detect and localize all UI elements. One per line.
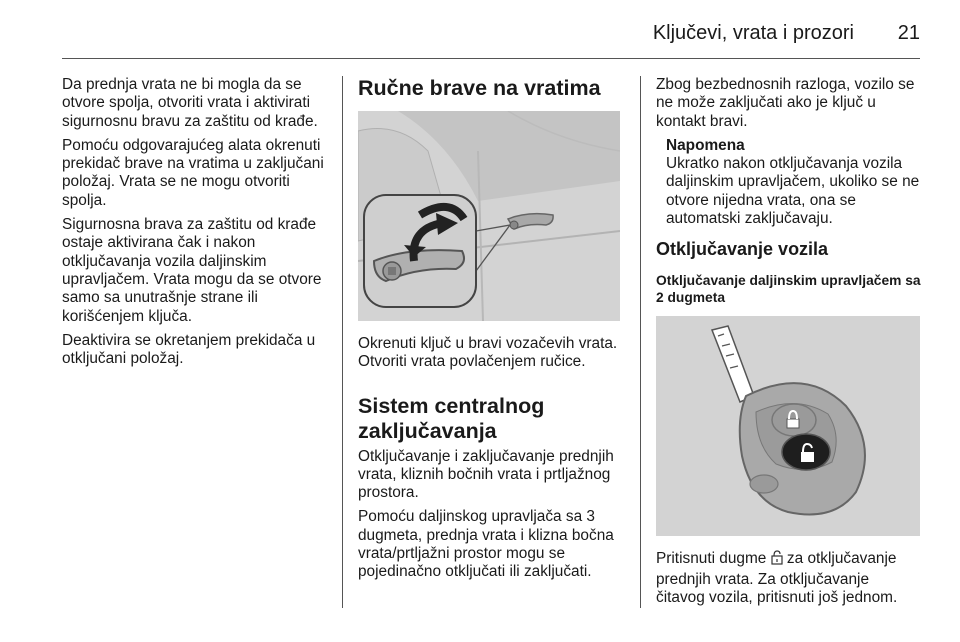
paragraph: Sigurnosna brava za zaštitu od krađe ostaje aktivirana čak i nakon otključavanja vozila daljinskim upravljačem. Vrata mogu da se otvore samo sa unutrašnje strane ili korišćenjem ključa.	[62, 216, 322, 325]
paragraph: Pomoću odgovarajućeg alata okrenuti prekidač brave na vratima u zaključani položaj. Vrata se ne mogu otvoriti spolja.	[62, 136, 324, 209]
note-title: Napomena	[666, 136, 745, 154]
page-header	[62, 20, 920, 50]
paragraph: Da prednja vrata ne bi mogla da se otvore spolja, otvoriti vrata i aktivirati sigurnosnu bravu za zaštitu od krađe.	[62, 76, 318, 130]
column-2	[358, 76, 626, 588]
press-text-after: za otključavanje prednjih vrata. Za otključavanje čitavog vozila, pritisnuti još jednom.	[656, 550, 898, 606]
remote-key-illustration	[656, 316, 920, 536]
paragraph: Otključavanje i zaključavanje prednjih vrata, kliznih bočnih vrata i prtljažnog prostora.	[358, 447, 614, 502]
chapter-title: Ključevi, vrata i prozori	[652, 22, 854, 44]
paragraph: Pomoću daljinskog upravljača sa 3 dugmeta, prednja vrata i klizna bočna vrata/prtljažni prostor mogu se pojedinačno otključati ili zaključati.	[358, 508, 614, 581]
paragraph	[656, 550, 922, 607]
page-number: 21	[897, 22, 920, 44]
padlock-open-icon	[771, 550, 783, 570]
sub-heading-remote: Otključavanje daljinskim upravljačem sa 2 dugmeta	[656, 273, 921, 306]
paragraph: Deaktivira se okretanjem prekidača u otključani položaj.	[62, 331, 316, 368]
column-3	[656, 76, 922, 613]
press-text-before: Pritisnuti dugme	[656, 550, 767, 568]
door-handle-illustration	[358, 111, 620, 321]
section-heading-central-locking: Sistem centralnog zaključavanja	[358, 393, 545, 443]
section-heading: Ručne brave na vratima	[358, 76, 601, 100]
column-divider-2	[640, 76, 641, 608]
paragraph: Zbog bezbednosnih razloga, vozilo se ne može zaključati ako je ključ u kontakt bravi.	[656, 76, 915, 130]
column-1	[62, 76, 334, 374]
figure-caption: Okrenuti ključ u bravi vozačevih vrata. Otvoriti vrata povlačenjem ručice.	[358, 335, 618, 371]
note-text: Ukratko nakon otključavanja vozila daljinskim upravljačem, ukoliko se ne otvore nijedna vrata, ona se automatski zaključavaju.	[666, 155, 920, 228]
section-heading-unlocking: Otključavanje vozila	[656, 239, 829, 260]
note-box	[656, 137, 922, 228]
header-divider	[62, 58, 920, 59]
column-divider-1	[342, 76, 343, 608]
